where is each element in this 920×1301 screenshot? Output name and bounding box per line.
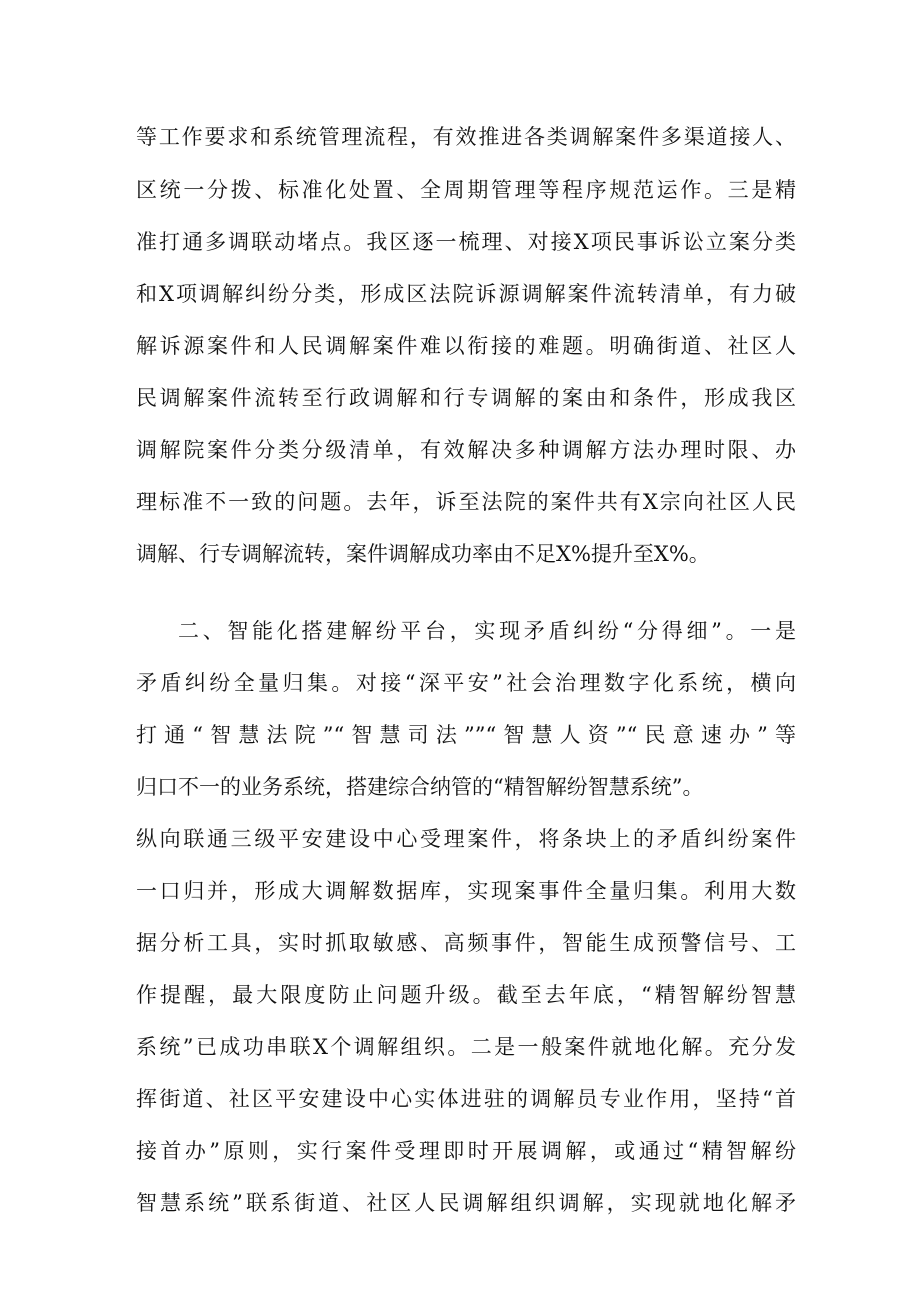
paragraph-1-line-1: 等工作要求和系统管理流程，有效推进各类调解案件多渠道接人、 bbox=[136, 125, 796, 149]
paragraph-1-line-3: 准打通多调联动堵点。我区逐一梳理、对接X项民事诉讼立案分类 bbox=[136, 230, 796, 254]
paragraph-1-line-7: 调解院案件分类分级清单，有效解决多种调解方法办理时限、办 bbox=[136, 438, 796, 462]
paragraph-1-line-6: 民调解案件流转至行政调解和行专调解的案由和条件，形成我区 bbox=[136, 386, 796, 410]
paragraph-2-line-4: 归口不一的业务系统，搭建综合纳管的“精智解纷智慧系统”。 bbox=[136, 775, 704, 799]
paragraph-1-line-9: 调解、行专调解流转，案件调解成功率由不足X%提升至X%。 bbox=[136, 542, 710, 566]
paragraph-1-line-5: 解诉源案件和人民调解案件难以衔接的难题。明确街道、社区人 bbox=[136, 334, 796, 358]
paragraph-2-line-1: 二、智能化搭建解纷平台，实现矛盾纠纷“分得细”。一是 bbox=[178, 619, 796, 643]
paragraph-2-line-2: 矛盾纠纷全量归集。对接“深平安”社会治理数字化系统，横向 bbox=[136, 671, 796, 695]
paragraph-2-line-7: 据分析工具，实时抓取敏感、高频事件，智能生成预警信号、工 bbox=[136, 931, 796, 955]
paragraph-2-line-11: 接首办”原则，实行案件受理即时开展调解，或通过“精智解纷 bbox=[136, 1139, 796, 1163]
paragraph-2-line-10: 挥街道、社区平安建设中心实体进驻的调解员专业作用，坚持“首 bbox=[136, 1087, 796, 1111]
paragraph-2-line-9: 系统”已成功串联X个调解组织。二是一般案件就地化解。充分发 bbox=[136, 1035, 796, 1059]
paragraph-2-line-12: 智慧系统”联系街道、社区人民调解组织调解，实现就地化解矛 bbox=[136, 1191, 796, 1215]
paragraph-1-line-4: 和X项调解纠纷分类，形成区法院诉源调解案件流转清单，有力破 bbox=[136, 282, 796, 306]
paragraph-1-line-8: 理标准不一致的问题。去年，诉至法院的案件共有X宗向社区人民 bbox=[136, 490, 796, 514]
paragraph-2-line-3: 打通“智慧法院”“智慧司法””“智慧人资”“民意速办”等 bbox=[136, 723, 796, 747]
paragraph-2-line-5: 纵向联通三级平安建设中心受理案件，将条块上的矛盾纠纷案件 bbox=[136, 827, 796, 851]
paragraph-2-line-6: 一口归并，形成大调解数据库，实现案事件全量归集。利用大数 bbox=[136, 879, 796, 903]
paragraph-1-line-2: 区统一分拨、标准化处置、全周期管理等程序规范运作。三是精 bbox=[136, 178, 796, 202]
paragraph-2-line-8: 作提醒，最大限度防止问题升级。截至去年底，“精智解纷智慧 bbox=[136, 983, 796, 1007]
